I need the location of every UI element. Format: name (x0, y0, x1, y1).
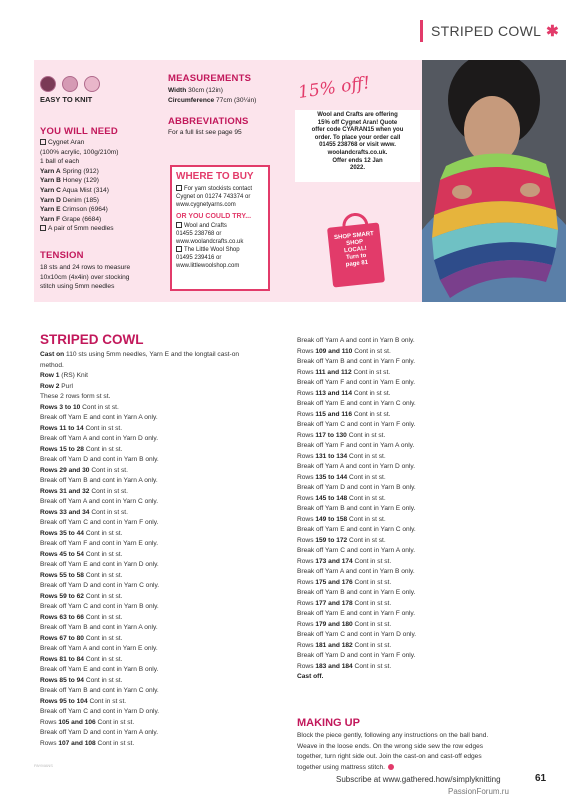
text-line: Rows 33 and 34 Cont in st st. (40, 508, 128, 516)
text-line: Rows 55 to 58 Cont in st st. (40, 571, 123, 579)
text-line: Rows 109 and 110 Cont in st st. (297, 347, 391, 355)
section-title-text: STRIPED COWL (431, 23, 542, 39)
text-line: 2022. (349, 165, 365, 172)
text-line: Break off Yarn B and cont in Yarn C only. (40, 687, 159, 694)
text-line: Rows 115 and 116 Cont in st st. (297, 410, 391, 418)
yarn-ball-icon (84, 76, 100, 92)
text-line: Cygnet Aran (40, 138, 165, 148)
text-line: Break off Yarn D and cont in Yarn B only. (40, 456, 159, 463)
shop-little-wool-shop: The Little Wool Shop 01495 239416 or www.littlewoolshop.com (176, 247, 240, 269)
text-line: Break off Yarn A and cont in Yarn E only. (40, 645, 158, 652)
cowl-photo (422, 60, 566, 302)
text-line: Break off Yarn A and cont in Yarn C only. (40, 498, 159, 505)
text-line: (100% acrylic, 100g/210m) (40, 148, 119, 156)
text-line: Break off Yarn E and cont in Yarn B only. (40, 666, 159, 673)
text-line: Break off Yarn A and cont in Yarn D only. (297, 463, 416, 470)
text-line: Break off Yarn D and cont in Yarn C only. (40, 582, 160, 589)
text-line: Cast off. (297, 673, 324, 680)
text-line: Rows 183 and 184 Cont in st st. (297, 662, 392, 670)
text-line: Yarn F Grape (6684) (40, 215, 102, 223)
text-line: Row 2 Purl (40, 382, 73, 390)
text-line: Break off Yarn A and cont in Yarn D only. (40, 435, 159, 442)
text-line: Rows 107 and 108 Cont in st st. (40, 739, 135, 747)
checkbox-icon (176, 246, 182, 252)
text-line: SHOP (345, 239, 364, 247)
text-line: Rows 117 to 130 Cont in st st. (297, 431, 386, 439)
text-line: Rows 149 to 158 Cont in st st. (297, 515, 386, 523)
where-to-buy-box (170, 165, 270, 291)
yarn-ball-icon (40, 76, 56, 92)
text-line: Rows 11 to 14 Cont in st st. (40, 424, 123, 432)
text-line: Break off Yarn F and cont in Yarn E only. (297, 379, 416, 386)
text-line: together using mattress stitch. (297, 763, 547, 774)
text-line: These 2 rows form st st. (40, 393, 111, 400)
text-line: Rows 135 to 144 Cont in st st. (297, 473, 386, 481)
text-line: Break off Yarn E and cont in Yarn D only. (40, 561, 159, 568)
text-line: Rows 175 and 176 Cont in st st. (297, 578, 392, 586)
text-line: Rows 45 to 54 Cont in st st. (40, 550, 123, 558)
text-line: A pair of 5mm needles (40, 224, 165, 234)
you-will-need-heading: YOU WILL NEED (40, 126, 118, 137)
text-line: Break off Yarn B and cont in Yarn E only. (297, 505, 416, 512)
making-up-text (297, 731, 547, 773)
text-line: Rows 181 and 182 Cont in st st. (297, 641, 392, 649)
watermark: PassionForum.ru (448, 787, 509, 796)
text-line: Break off Yarn F and cont in Yarn A only. (297, 442, 415, 449)
text-line: Break off Yarn C and cont in Yarn D only. (40, 708, 160, 715)
text-line: together, turn right side out. Join the cast-on and cast-off edges (297, 753, 482, 760)
text-line: Weave in the loose ends. On the wrong side sew the row edges (297, 742, 484, 750)
tension-heading: TENSION (40, 250, 84, 261)
text-line: Rows 177 and 178 Cont in st st. (297, 599, 392, 607)
checkbox-icon (176, 222, 182, 228)
text-line: Cast on 110 sts using 5mm needles, Yarn E and the longtail cast-on (40, 351, 240, 358)
text-line: Block the piece gently, following any instructions on the ball band. (297, 732, 489, 739)
text-line: Break off Yarn C and cont in Yarn B only. (40, 603, 159, 610)
folio-tag: PAYMANS (34, 763, 53, 768)
text-line: offer code CYARAN15 when you (311, 127, 404, 134)
text-line: Offer ends 12 Jan (332, 157, 383, 164)
text-line: Wool and Crafts are offering (317, 112, 398, 118)
text-line: 10x10cm (4x4in) over stocking (40, 273, 130, 281)
tension-text (40, 263, 165, 292)
text-line: Rows 173 and 174 Cont in st st. (297, 557, 392, 565)
where-to-buy-heading: WHERE TO BUY (176, 171, 254, 182)
text-line: Yarn D Denim (185) (40, 196, 100, 204)
text-line: Rows 111 and 112 Cont in st st. (297, 368, 391, 376)
pattern-title: STRIPED COWL (40, 332, 144, 347)
text-line: Yarn C Aqua Mist (314) (40, 186, 109, 194)
text-line: Break off Yarn E and cont in Yarn C only. (297, 526, 416, 533)
difficulty-label: EASY TO KNIT (40, 95, 93, 104)
text-line: Rows 95 to 104 Cont in st st. (40, 697, 127, 705)
text-line: Rows 105 and 106 Cont in st st. (40, 718, 135, 726)
text-line: Break off Yarn C and cont in Yarn F only. (297, 421, 416, 428)
difficulty-rating (40, 76, 110, 94)
text-line: Rows 113 and 114 Cont in st st. (297, 389, 391, 397)
text-line: 15% off Cygnet Aran! Quote (317, 119, 398, 126)
text-line: Yarn B Honey (129) (40, 177, 100, 185)
pattern-left-column (40, 350, 290, 749)
text-line: 1 ball of each (40, 158, 80, 166)
yarn-ball-icon (62, 76, 78, 92)
text-line: Yarn E Crimson (6964) (40, 206, 108, 214)
text-line: Rows 131 to 134 Cont in st st. (297, 452, 386, 460)
text-line: Break off Yarn B and cont in Yarn A only. (40, 624, 158, 631)
text-line: Break off Yarn C and cont in Yarn D only. (297, 631, 417, 638)
stockist-info: For yarn stockists contact Cygnet on 01274 743374 or www.cygnetyarns.com (176, 186, 253, 208)
shop-wool-and-crafts: Wool and Crafts 01455 238768 or www.woolandcrafts.co.uk (176, 223, 244, 245)
page-section-title (420, 20, 566, 42)
measurements-text: Width 30cm (12in) Circumference 77cm (30¼in) (168, 87, 257, 104)
asterisk-icon: ✱ (546, 23, 560, 40)
checkbox-icon (40, 139, 46, 145)
text-line: 01455 238768 or visit www. (319, 142, 396, 149)
text-line: order. To place your order call (314, 134, 401, 141)
text-line: Break off Yarn D and cont in Yarn A only. (40, 729, 159, 736)
text-line: Break off Yarn B and cont in Yarn E only. (297, 589, 416, 596)
text-line: Rows 3 to 10 Cont in st st. (40, 403, 119, 411)
abbreviations-heading: ABBREVIATIONS (168, 116, 249, 127)
text-line: Break off Yarn E and cont in Yarn F only. (297, 610, 416, 617)
measurements-heading: MEASUREMENTS (168, 73, 252, 84)
offer-headline: 15% off! (296, 73, 372, 103)
text-line: SHOP SMART (333, 231, 375, 242)
end-mark-icon (388, 764, 394, 770)
text-line: method. (40, 361, 64, 369)
making-up-heading: MAKING UP (297, 717, 360, 729)
text-line: Rows 63 to 66 Cont in st st. (40, 613, 123, 621)
text-line: Break off Yarn B and cont in Yarn F only. (297, 358, 416, 365)
text-line: woolandcrafts.co.uk. (327, 149, 388, 156)
text-line: Rows 145 to 148 Cont in st st. (297, 494, 386, 502)
text-line: Turn to (345, 252, 367, 262)
text-line: LOCAL! (343, 245, 368, 255)
text-line: Rows 59 to 62 Cont in st st. (40, 592, 123, 600)
text-line: Rows 67 to 80 Cont in st st. (40, 634, 123, 642)
text-line: Rows 159 to 172 Cont in st st. (297, 536, 386, 544)
text-line: Break off Yarn F and cont in Yarn E only. (40, 540, 159, 547)
shop-local-bag-icon (327, 222, 385, 287)
text-line: Rows 179 and 180 Cont in st st. (297, 620, 392, 628)
abbreviations-text: For a full list see page 95 (168, 129, 242, 136)
text-line: Break off Yarn D and cont in Yarn F only. (297, 652, 416, 659)
subscribe-footer: Subscribe at www.gathered.how/simplyknitting (336, 775, 501, 784)
text-line: Rows 35 to 44 Cont in st st. (40, 529, 123, 537)
text-line: Row 1 (RS) Knit (40, 372, 88, 379)
offer-box (295, 110, 420, 182)
text-line: Break off Yarn C and cont in Yarn F only. (40, 519, 159, 526)
text-line: page 81 (345, 259, 369, 269)
pattern-right-column (297, 336, 547, 683)
checkbox-icon (40, 225, 46, 231)
page-number: 61 (535, 773, 547, 784)
text-line: Rows 15 to 28 Cont in st st. (40, 445, 123, 453)
text-line: Rows 29 and 30 Cont in st st. (40, 466, 128, 474)
text-line: 18 sts and 24 rows to measure (40, 264, 131, 271)
materials-list (40, 138, 165, 234)
text-line: Break off Yarn B and cont in Yarn A only. (40, 477, 158, 484)
text-line: Break off Yarn E and cont in Yarn C only. (297, 400, 416, 407)
text-line: Rows 81 to 84 Cont in st st. (40, 655, 123, 663)
text-line: Break off Yarn C and cont in Yarn A only. (297, 547, 416, 554)
text-line: Break off Yarn A and cont in Yarn B only. (297, 337, 415, 344)
text-line: Break off Yarn E and cont in Yarn A only. (40, 414, 158, 421)
text-line: Break off Yarn D and cont in Yarn B only. (297, 484, 416, 491)
text-line: Yarn A Spring (912) (40, 167, 99, 175)
text-line: Break off Yarn A and cont in Yarn B only. (297, 568, 415, 575)
text-line: Rows 85 to 94 Cont in st st. (40, 676, 123, 684)
checkbox-icon (176, 185, 182, 191)
text-line: stitch using 5mm needles (40, 283, 115, 291)
model-illustration (422, 60, 566, 302)
or-you-could-try-heading: OR YOU COULD TRY... (176, 213, 252, 220)
text-line: Rows 31 and 32 Cont in st st. (40, 487, 128, 495)
